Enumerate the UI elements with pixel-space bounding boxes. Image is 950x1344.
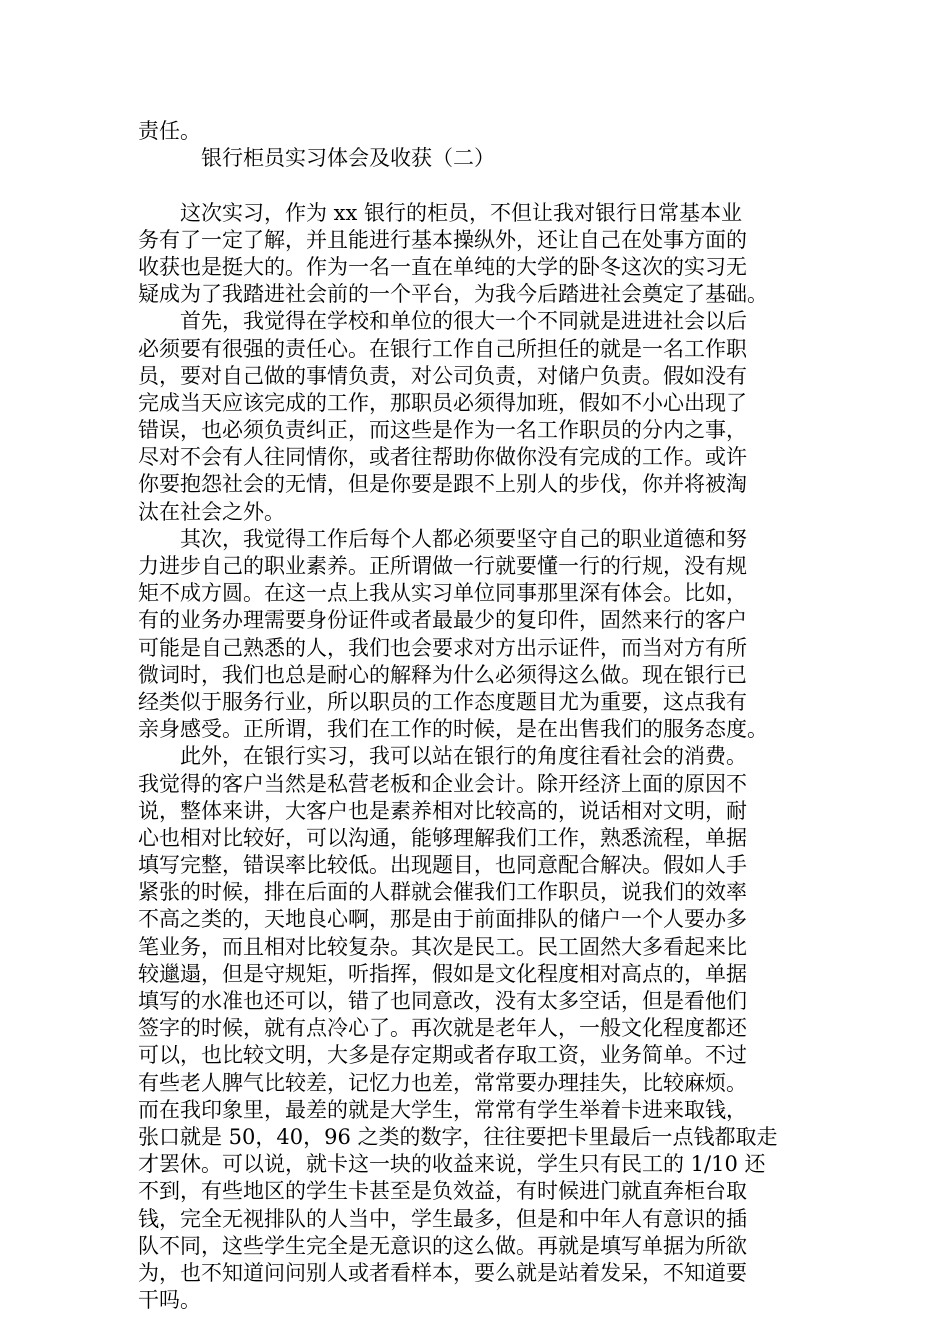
paragraph-line: 首先，我觉得在学校和单位的很大一个不同就是进进社会以后 bbox=[138, 309, 747, 334]
paragraph-line: 有的业务办理需要身份证件或者最最少的复印件，固然来行的客户 bbox=[138, 608, 747, 633]
section-title: 银行柜员实习体会及收获（二） bbox=[201, 146, 495, 171]
paragraph-line: 钱，完全无视排队的人当中，学生最多，但是和中年人有意识的插 bbox=[138, 1206, 747, 1231]
paragraph-line: 不到，有些地区的学生卡甚至是负效益，有时候进门就直奔柜台取 bbox=[138, 1179, 747, 1204]
paragraph-line: 你要抱怨社会的无情，但是你要是跟不上别人的步伐，你并将被淘 bbox=[138, 472, 747, 497]
paragraph-line: 可以，也比较文明，大多是存定期或者存取工资，业务简单。不过 bbox=[138, 1043, 747, 1068]
paragraph-line: 员，要对自己做的事情负责，对公司负责，对储户负责。假如没有 bbox=[138, 363, 747, 388]
paragraph-line: 完成当天应该完成的工作，那职员必须得加班，假如不小心出现了 bbox=[138, 390, 747, 415]
paragraph-line: 填写的水准也还可以，错了也同意改，没有太多空话，但是看他们 bbox=[138, 989, 747, 1013]
paragraph-line: 亲身感受。正所谓，我们在工作的时候，是在出售我们的服务态度。 bbox=[138, 717, 768, 742]
paragraph-line: 矩不成方圆。在这一点上我从实习单位同事那里深有体会。比如， bbox=[138, 581, 747, 606]
paragraph-line: 为，也不知道问问别人或者看样本，要么就是站着发呆，不知道要 bbox=[138, 1260, 747, 1285]
lead-in-text: 责任。 bbox=[138, 119, 201, 143]
paragraph-line: 才罢休。可以说，就卡这一块的收益来说，学生只有民工的 1/10 还 bbox=[138, 1152, 766, 1177]
paragraph-1 bbox=[138, 200, 810, 309]
paragraph-line: 心也相对比较好，可以沟通，能够理解我们工作，熟悉流程，单据 bbox=[138, 825, 747, 850]
paragraph-4 bbox=[138, 743, 810, 1314]
paragraph-line: 填写完整，错误率比较低。出现题目，也同意配合解决。假如人手 bbox=[138, 853, 747, 878]
paragraph-line: 必须要有很强的责任心。在银行工作自己所担任的就是一名工作职 bbox=[138, 336, 747, 361]
paragraph-3 bbox=[138, 526, 810, 744]
paragraph-line: 微词时，我们也总是耐心的解释为什么必须得这么做。现在银行已 bbox=[138, 662, 747, 687]
paragraph-line: 汰在社会之外。 bbox=[138, 499, 285, 524]
paragraph-line: 此外，在银行实习，我可以站在银行的角度往看社会的消费。 bbox=[138, 744, 747, 769]
paragraph-line: 收获也是挺大的。作为一名一直在单纯的大学的卧冬这次的实习无 bbox=[138, 254, 747, 279]
paragraph-line: 务有了一定了解，并且能进行基本操纵外，还让自己在处事方面的 bbox=[138, 227, 747, 252]
paragraph-line: 其次，我觉得工作后每个人都必须要坚守自己的职业道德和努 bbox=[138, 526, 747, 551]
paragraph-line: 力进步自己的职业素养。正所谓做一行就要懂一行的行规，没有规 bbox=[138, 554, 747, 578]
paragraph-line: 可能是自己熟悉的人，我们也会要求对方出示证件，而当对方有所 bbox=[138, 635, 747, 660]
paragraph-line: 干吗。 bbox=[138, 1288, 201, 1313]
paragraph-line: 而在我印象里，最差的就是大学生，常常有学生举着卡进来取钱， bbox=[138, 1097, 747, 1122]
paragraph-2 bbox=[138, 308, 810, 526]
paragraph-line: 疑成为了我踏进社会前的一个平台，为我今后踏进社会奠定了基础。 bbox=[138, 282, 768, 307]
paragraph-line: 尽对不会有人往同情你，或者往帮助你做你没有完成的工作。或许 bbox=[138, 445, 747, 470]
paragraph-line: 经类似于服务行业，所以职员的工作态度题目尤为重要，这点我有 bbox=[138, 689, 747, 714]
paragraph-line: 有些老人脾气比较差，记忆力也差，常常要办理挂失，比较麻烦。 bbox=[138, 1070, 747, 1095]
paragraph-line: 队不同，这些学生完全是无意识的这么做。再就是填写单据为所欲 bbox=[138, 1233, 747, 1258]
paragraph-line: 张口就是 50，40，96 之类的数字，往往要把卡里最后一点钱都取走 bbox=[138, 1124, 778, 1149]
paragraph-line: 较邋遢，但是守规矩，听指挥，假如是文化程度相对高点的，单据 bbox=[138, 961, 747, 986]
paragraph-line: 不高之类的，天地良心啊，那是由于前面排队的储户一个人要办多 bbox=[138, 907, 747, 932]
paragraph-line: 笔业务，而且相对比较复杂。其次是民工。民工固然大多看起来比 bbox=[138, 934, 747, 959]
paragraph-line: 我觉得的客户当然是私营老板和企业会计。除开经济上面的原因不 bbox=[138, 771, 747, 796]
document-page bbox=[138, 118, 810, 1314]
paragraph-line: 这次实习，作为 xx 银行的柜员，不但让我对银行日常基本业 bbox=[138, 200, 743, 225]
blank-line bbox=[138, 172, 810, 199]
paragraph-line: 错误，也必须负责纠正，而这些是作为一名工作职员的分内之事， bbox=[138, 418, 747, 443]
paragraph-line: 说，整体来讲，大客户也是素养相对比较高的，说话相对文明，耐 bbox=[138, 798, 747, 823]
paragraph-line: 签字的时候，就有点冷心了。再次就是老年人，一般文化程度都还 bbox=[138, 1016, 747, 1041]
paragraph-line: 紧张的时候，排在后面的人群就会催我们工作职员，说我们的效率 bbox=[138, 880, 747, 905]
